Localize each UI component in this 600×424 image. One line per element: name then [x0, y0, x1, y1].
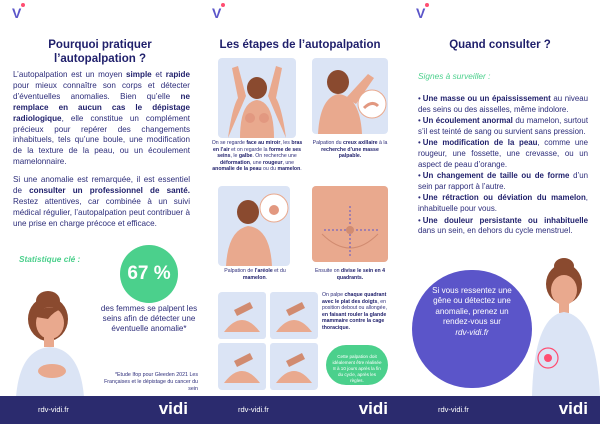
footer-bar: [400, 396, 600, 424]
caption-step-2: Palpation du creux axillaire à la recherche d’une masse palpable.: [312, 140, 388, 160]
vidi-logo-mark: [12, 5, 21, 21]
panel-when: [400, 0, 600, 424]
vidi-logo-mark: [212, 5, 221, 21]
caption-step-5: On palpe chaque quadrant avec le plat des doigts, en position debout ou allongée, en faisant rouler la glande mammaire contre la cage thoracique.: [322, 292, 387, 331]
caption-step-3: Palpation de l’aréole et du mamelon.: [224, 268, 286, 281]
caption-step-4: Ensuite on divise le sein en 4 quadrants.: [314, 268, 386, 281]
panel-why: [0, 0, 200, 424]
footer-bar: [0, 396, 200, 424]
panel-title-when: Quand consulter ?: [449, 39, 551, 51]
vidi-logo-mark: [416, 5, 425, 21]
woman-pain-illustration: [526, 258, 600, 396]
footer-brand: vidi: [358, 399, 388, 418]
step-quadrants-image: [312, 186, 388, 262]
woman-illustration: [8, 285, 100, 397]
intro-paragraph: L’autopalpation est un moyen simple et rapide pour mieux connaître son corps et détecter d’éventuelles anomalies. Bien qu’elle ne remplace en aucun cas le dépistage radiologique, elle constitue un complément précieux pour repérer des changements inhabituels, tels qu’une boule, une modification de la texture de la peau, ou un écoulement mamelonnaire.: [13, 70, 190, 167]
cta-text: Si vous ressentez une gêne ou détectez une anomalie, prenez un rendez-vous sur: [432, 286, 512, 327]
panel-title-steps: Les étapes de l’autopalpation: [219, 39, 381, 51]
list-item: • Une modification de la peau, comme une rougeur, une fossette, une crevasse, ou un aspect de peau d’orange.: [418, 138, 588, 170]
footer-brand: vidi: [158, 399, 188, 418]
signs-heading: Signes à surveiller :: [418, 71, 491, 81]
footer-url[interactable]: rdv-vidi.fr: [438, 405, 469, 414]
warning-signs-list: [418, 94, 588, 238]
stat-value-circle: 67 %: [120, 245, 178, 303]
step-areola-image: [218, 186, 290, 266]
step-mirror-image: [218, 58, 296, 138]
list-item: • Un changement de taille ou de forme d’un sein par rapport à l’autre.: [418, 171, 588, 192]
cta-link[interactable]: rdv-vidi.fr: [455, 327, 489, 337]
list-item: • Un écoulement anormal du mamelon, surtout s’il est teinté de sang ou survient sans pression.: [418, 116, 588, 137]
list-item: • Une rétraction ou déviation du mamelon, inhabituelle pour vous.: [418, 193, 588, 214]
footer-url[interactable]: rdv-vidi.fr: [38, 405, 69, 414]
vidi-logo-glyph: V: [212, 5, 222, 21]
stat-description: des femmes se palpent les seins afin de détecter une éventuelle anomalie*: [100, 304, 198, 334]
stat-label: Statistique clé :: [19, 254, 81, 264]
vidi-logo-glyph: V: [12, 5, 22, 21]
panel-title-why: Pourquoi pratiquer l’autopalpation ?: [48, 39, 152, 65]
step-palpation-grid-image: [218, 292, 318, 390]
list-item: • Une douleur persistante ou inhabituelle dans un sein, en dehors du cycle menstruel.: [418, 216, 588, 237]
footer-bar: [200, 396, 400, 424]
list-item: • Une masse ou un épaississement au niveau des seins ou des aisselles, même indolore.: [418, 94, 588, 115]
cta-bubble: [412, 270, 532, 388]
panel-steps: [200, 0, 400, 424]
step-armpit-image: [312, 58, 388, 134]
footer-url[interactable]: rdv-vidi.fr: [238, 405, 269, 414]
advice-paragraph: Si une anomalie est remarquée, il est essentiel de consulter un professionnel de santé. Restez attentives, car combinée à un suivi médical régulier, l’autopalpation peut contribuer à une prise en charge précoce et efficace.: [13, 175, 190, 228]
footer-brand: vidi: [558, 399, 588, 418]
stat-source: *Etude Ifop pour Gleeden 2021 Les Françaises et le dépistage du cancer du sein: [104, 372, 198, 392]
vidi-logo-glyph: V: [416, 5, 426, 21]
caption-step-1: On se regarde face au miroir, les bras en l’air et on regarde la forme de ses seins, le galbe. On recherche une déformation, une rougeur, une anomalie de la peau ou du mamelon.: [211, 140, 303, 173]
timing-note: Cette palpation doit idéalement être réalisée 8 à 10 jours après la fin du cycle, après les règles.: [326, 345, 388, 385]
